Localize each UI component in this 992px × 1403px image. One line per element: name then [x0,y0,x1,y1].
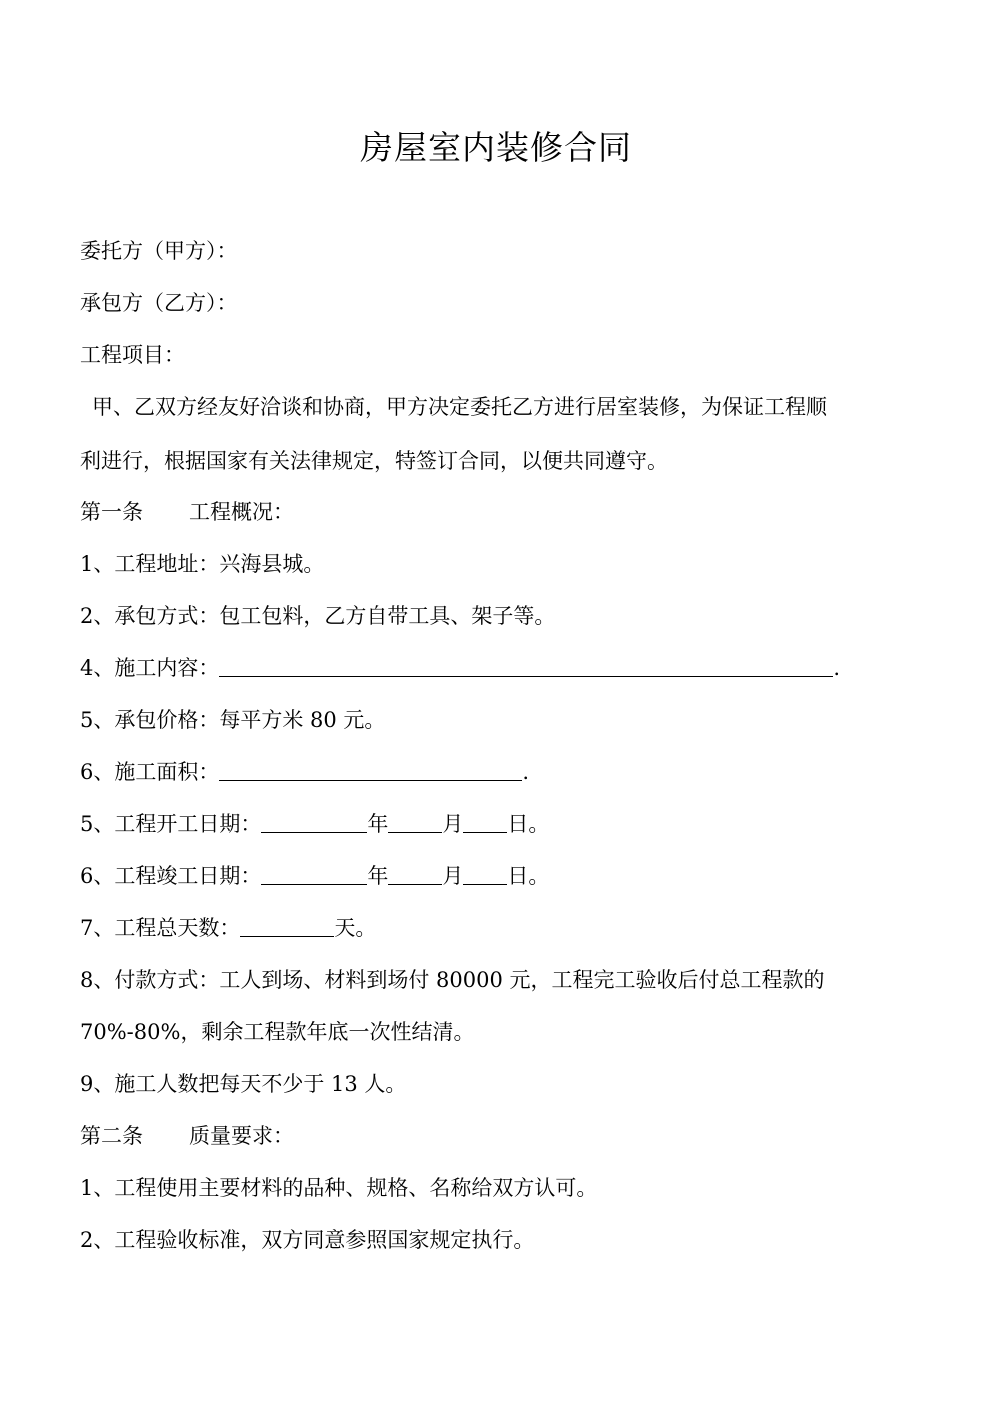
area-label: 6、施工面积： [80,760,220,784]
content-line [80,653,920,683]
finish-date-label: 6、工程竣工日期： [80,864,262,888]
quality-line-1: 1、工程使用主要材料的品种、规格、名称给双方认可。 [80,1176,598,1200]
start-date-label: 5、工程开工日期： [80,812,262,836]
article-2-heading [80,1121,920,1151]
start-month-unit: 月 [442,812,464,836]
start-day-unit: 日。 [507,812,550,836]
finish-date-line [80,861,920,891]
start-year-unit: 年 [367,812,389,836]
intro-paragraph-line-2: 利进行，根据国家有关法律规定，特签订合同，以便共同遵守。 [80,449,668,473]
payment-line-1: 8、付款方式：工人到场、材料到场付 80000 元，工程完工验收后付总工程款的 [80,968,825,992]
article-2-title: 质量要求： [189,1124,294,1148]
quality-line-2: 2、工程验收标准，双方同意参照国家规定执行。 [80,1228,535,1252]
area-end: . [522,760,530,784]
price-line: 5、承包价格：每平方米 80 元。 [80,708,386,732]
article-2-number: 第二条 [80,1124,143,1148]
finish-day-unit: 日。 [507,864,550,888]
contract-method-line: 2、承包方式：包工包料，乙方自带工具、架子等。 [80,604,556,628]
finish-month-blank [388,864,442,885]
total-days-blank [240,916,334,937]
start-date-line [80,809,920,839]
workers-line: 9、施工人数把每天不少于 13 人。 [80,1072,407,1096]
finish-year-blank [261,864,367,885]
article-1-number: 第一条 [80,500,143,524]
party-a-line: 委托方（甲方）： [80,239,238,263]
finish-day-blank [463,864,507,885]
article-1-heading [80,497,920,527]
start-day-blank [463,812,507,833]
start-month-blank [388,812,442,833]
address-line: 1、工程地址：兴海县城。 [80,552,325,576]
total-days-unit: 天。 [334,916,377,940]
intro-paragraph-line-1: 甲、乙双方经友好洽谈和协商，甲方决定委托乙方进行居室装修，为保证工程顺 [92,395,827,419]
content-label: 4、施工内容： [80,656,220,680]
article-1-title: 工程概况： [189,500,294,524]
total-days-line [80,913,920,943]
content-blank [219,656,833,677]
project-line: 工程项目： [80,343,185,367]
start-year-blank [261,812,367,833]
content-end: . [833,656,841,680]
document-title: 房屋室内装修合同 [360,128,632,167]
finish-month-unit: 月 [442,864,464,888]
area-blank [219,760,522,781]
total-days-label: 7、工程总天数： [80,916,241,940]
finish-year-unit: 年 [367,864,389,888]
party-b-line: 承包方（乙方）： [80,291,238,315]
area-line [80,757,920,787]
payment-line-2: 70%-80%，剩余工程款年底一次性结清。 [80,1020,475,1044]
